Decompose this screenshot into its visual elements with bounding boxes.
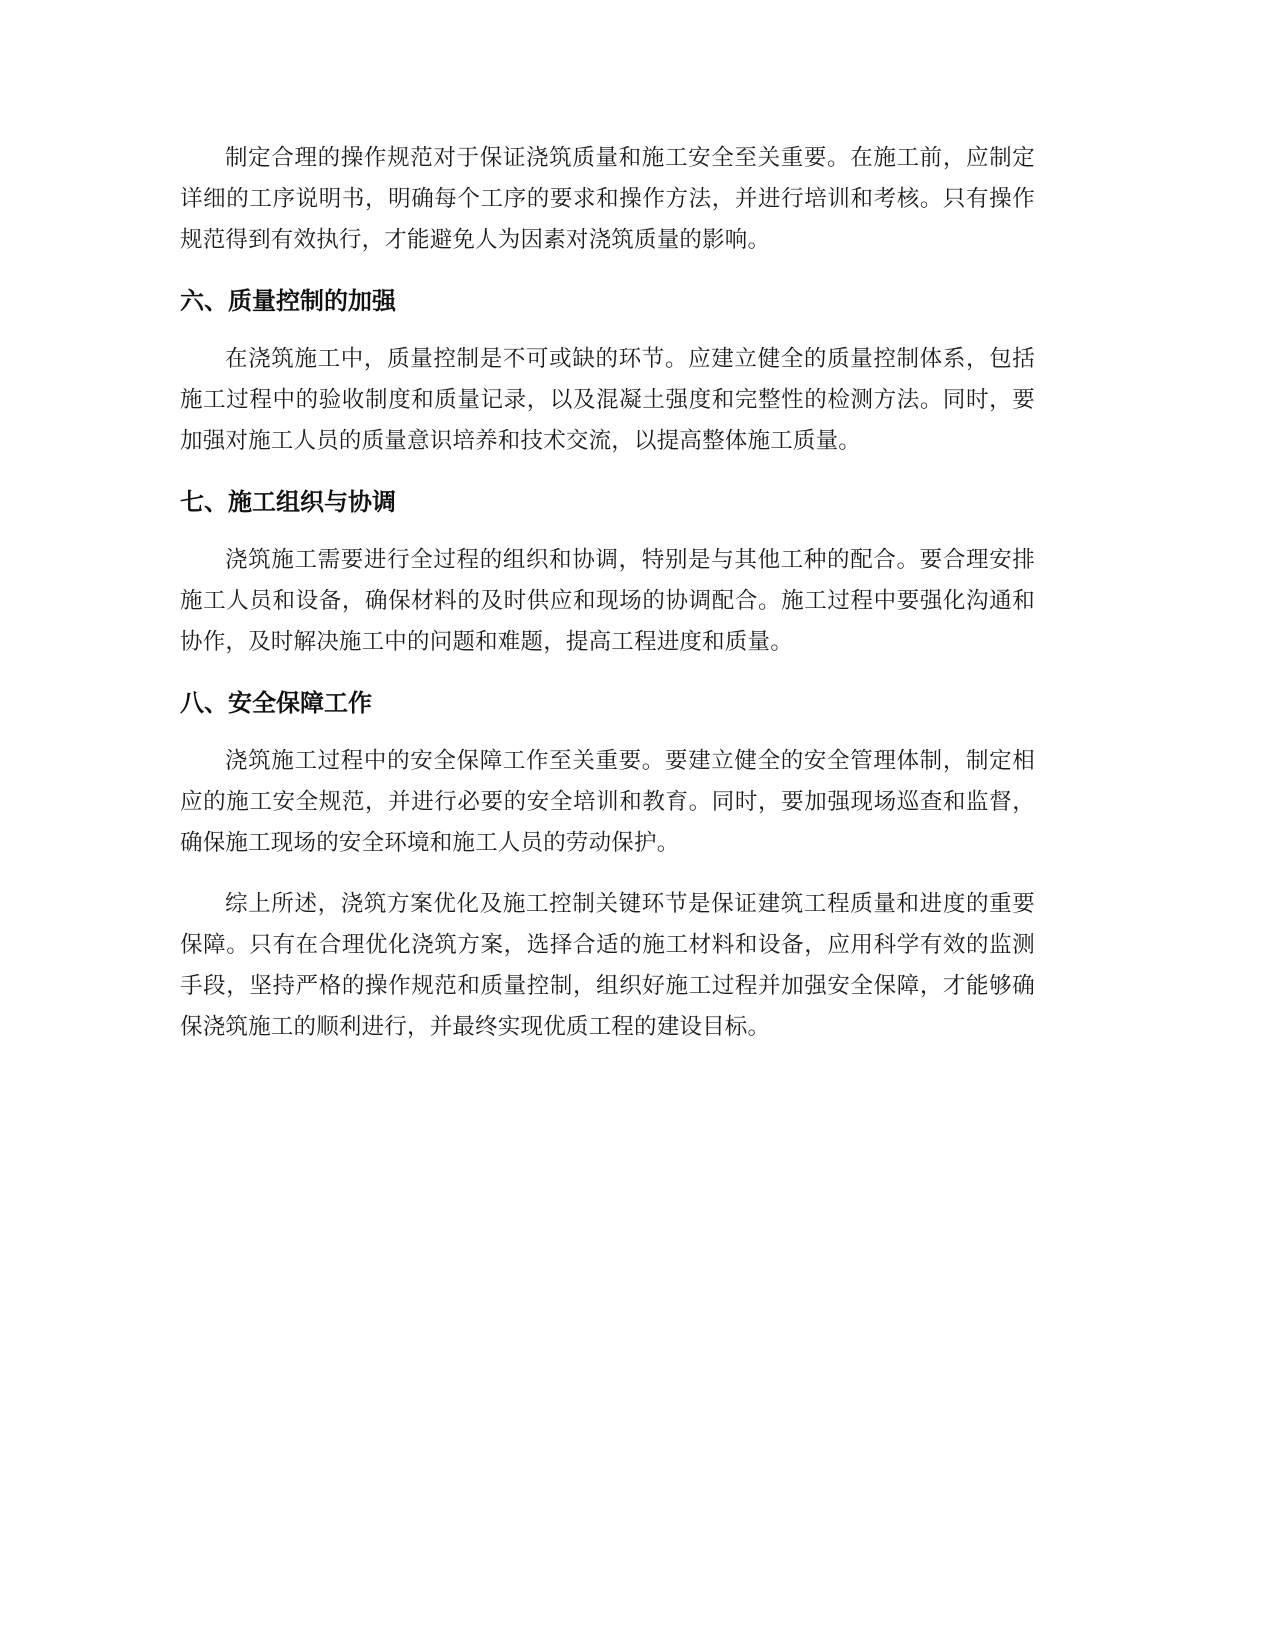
section-heading-organization: 七、施工组织与协调 (180, 488, 396, 516)
paragraph-organization: 浇筑施工需要进行全过程的组织和协调，特别是与其他工种的配合。要合理安排施工人员和设备，确保材料的及时供应和现场的协调配合。施工过程中要强化沟通和协作，及时解决施工中的问题和难题，提高工程进度和质量。 (180, 547, 1035, 655)
section-heading-safety: 八、安全保障工作 (180, 689, 372, 717)
paragraph-conclusion: 综上所述，浇筑方案优化及施工控制关键环节是保证建筑工程质量和进度的重要保障。只有在合理优化浇筑方案，选择合适的施工材料和设备，应用科学有效的监测手段，坚持严格的操作规范和质量控制，组织好施工过程并加强安全保障，才能够确保浇筑施工的顺利进行，并最终实现优质工程的建设目标。 (180, 891, 1035, 1040)
paragraph-operation-standards: 制定合理的操作规范对于保证浇筑质量和施工安全至关重要。在施工前，应制定详细的工序说明书，明确每个工序的要求和操作方法，并进行培训和考核。只有操作规范得到有效执行，才能避免人为因素对浇筑质量的影响。 (180, 145, 1035, 253)
section-heading-quality-control: 六、质量控制的加强 (180, 287, 396, 315)
paragraph-quality-control: 在浇筑施工中，质量控制是不可或缺的环节。应建立健全的质量控制体系，包括施工过程中的验收制度和质量记录，以及混凝土强度和完整性的检测方法。同时，要加强对施工人员的质量意识培养和技术交流，以提高整体施工质量。 (180, 346, 1035, 454)
paragraph-safety: 浇筑施工过程中的安全保障工作至关重要。要建立健全的安全管理体制，制定相应的施工安全规范，并进行必要的安全培训和教育。同时，要加强现场巡查和监督，确保施工现场的安全环境和施工人员的劳动保护。 (180, 748, 1035, 856)
document-page (180, 138, 1035, 1068)
